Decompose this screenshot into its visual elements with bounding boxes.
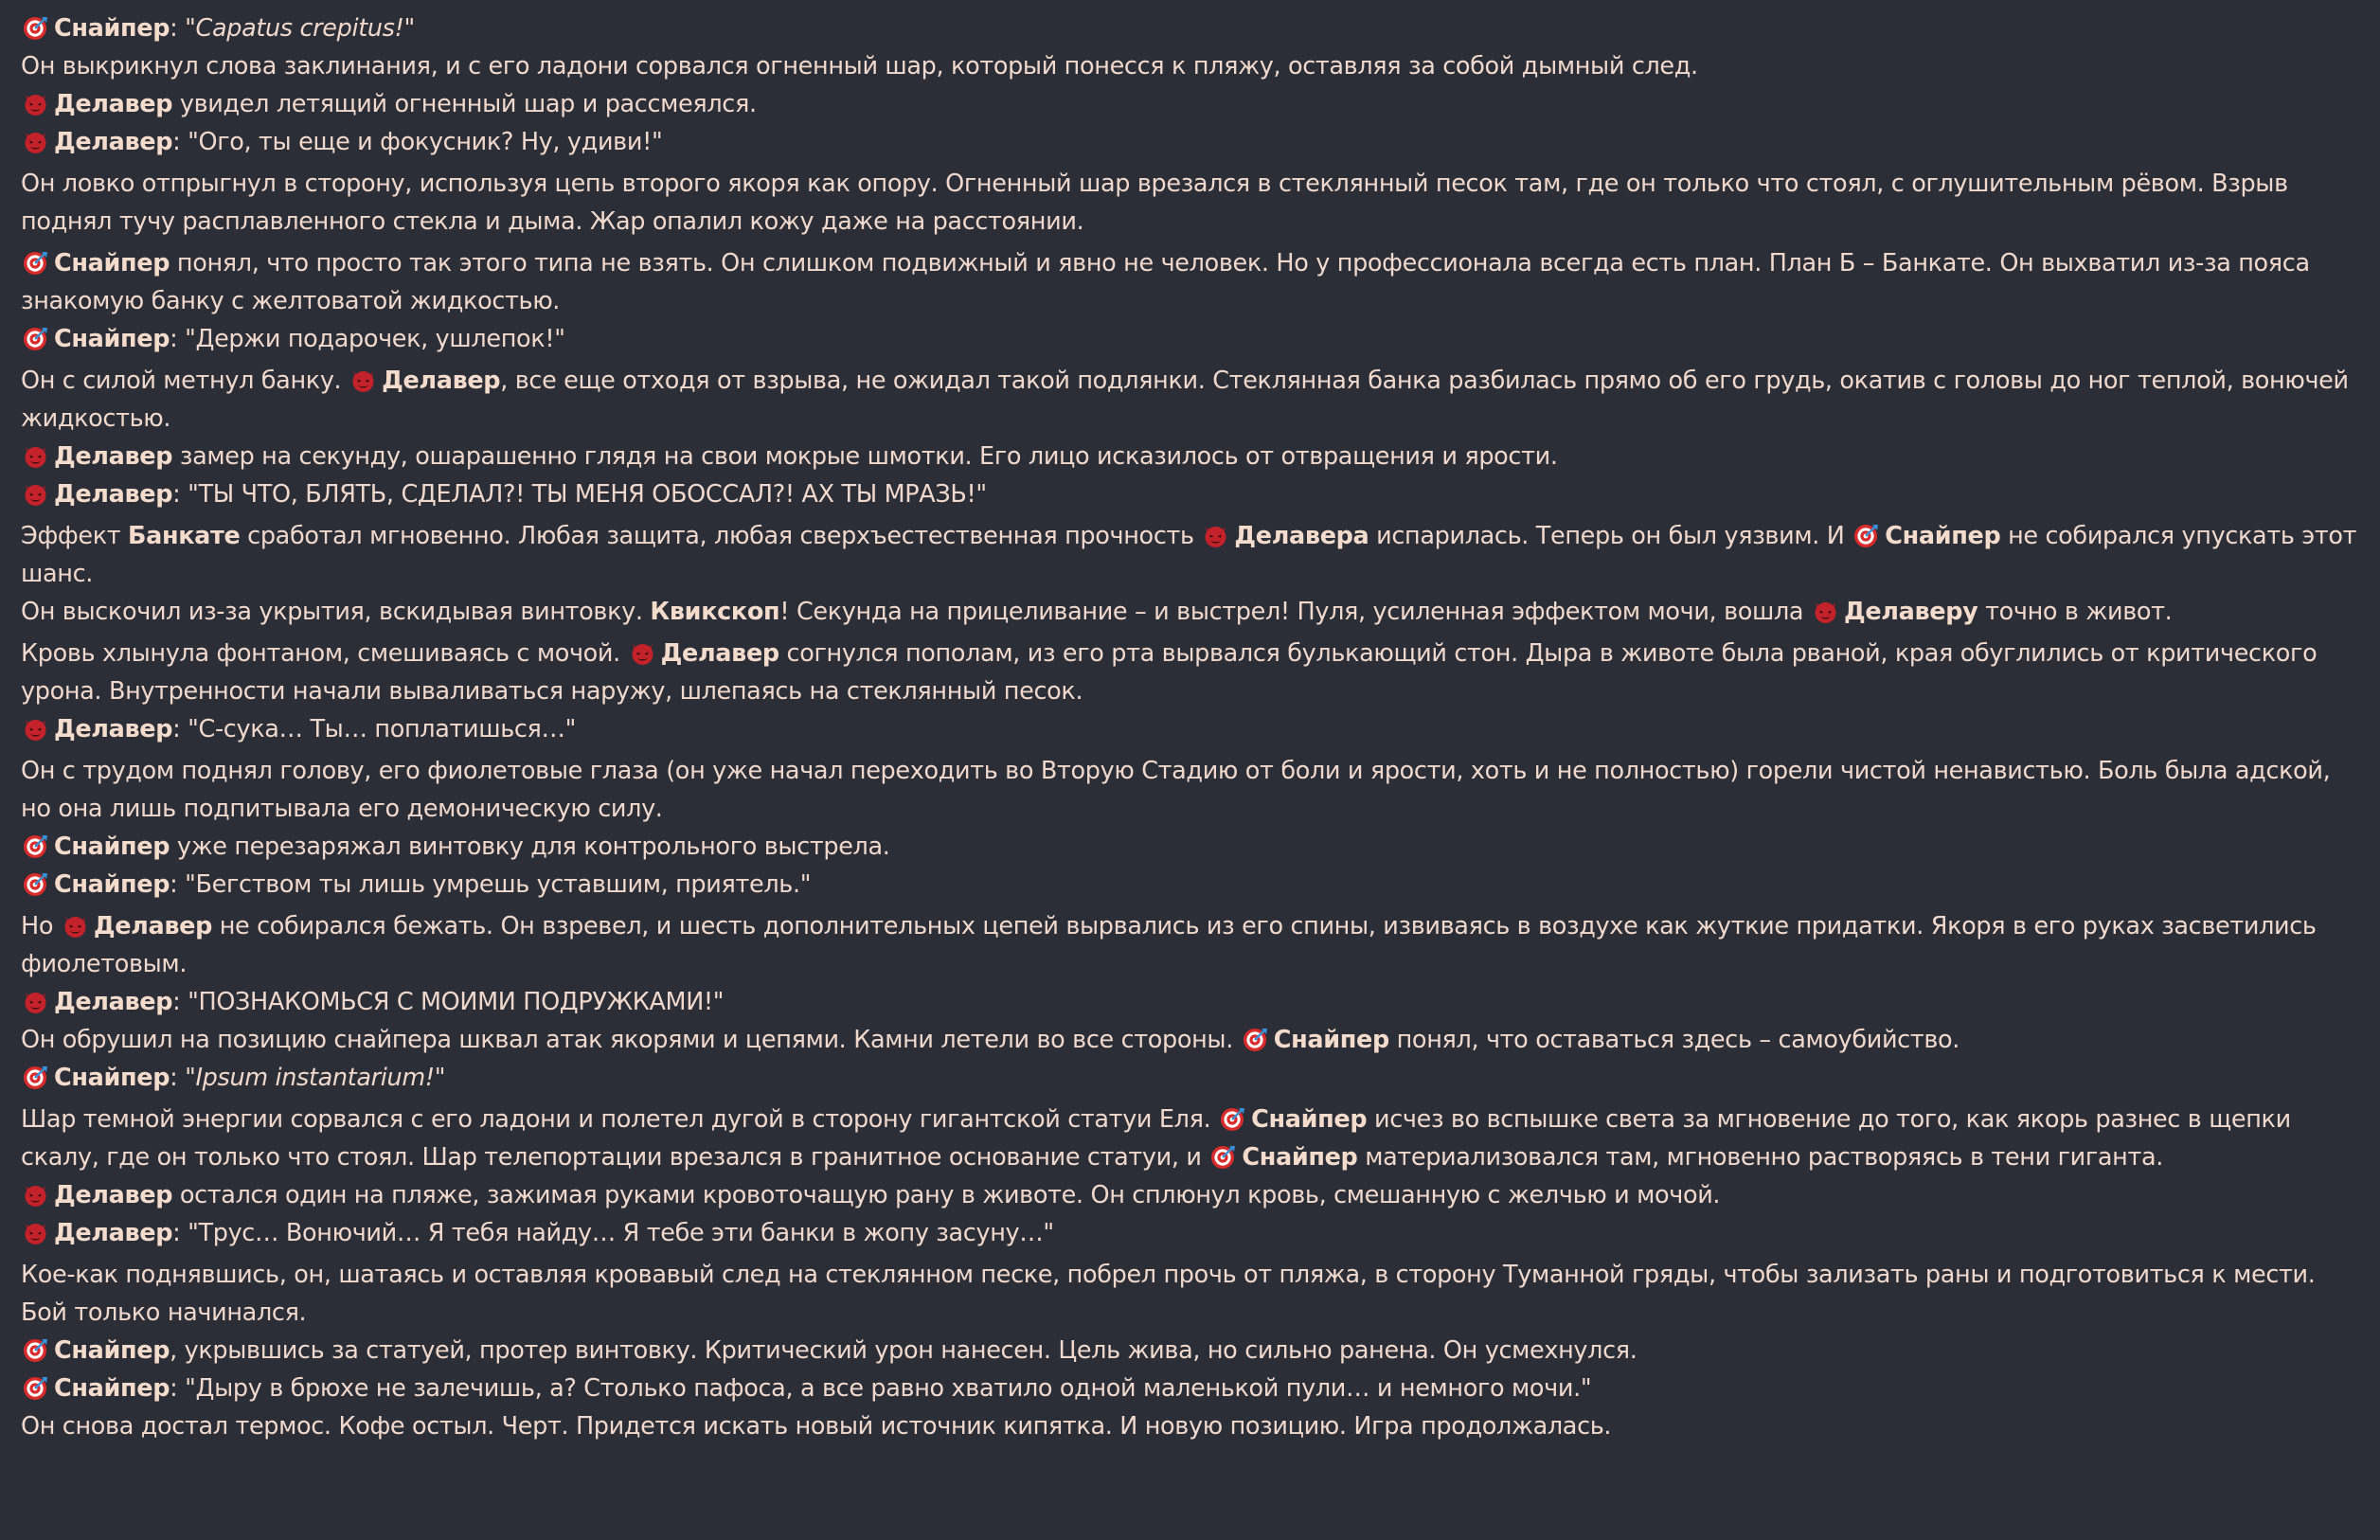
message-text: : "Трус… Вонючий… Я тебя найду… Я тебе эти банки в жопу засуну…" bbox=[172, 1219, 1054, 1247]
message-text: : "Бегством ты лишь умрешь уставшим, приятель." bbox=[170, 870, 812, 899]
list-item bbox=[21, 1059, 2360, 1097]
list-item bbox=[21, 1332, 2360, 1370]
red-devil-face-icon bbox=[23, 443, 48, 469]
direct-hit-target-icon bbox=[1853, 523, 1879, 548]
red-devil-face-icon bbox=[1813, 599, 1838, 624]
red-devil-face-icon bbox=[23, 481, 48, 507]
speaker-name: Делавер bbox=[54, 715, 173, 743]
message-text: Он обрушил на позицию снайпера шквал атак якорями и цепями. Камни летели во все стороны. bbox=[21, 1026, 1241, 1054]
message-text: : bbox=[170, 14, 186, 43]
speaker-name: Снайпер bbox=[1273, 1026, 1389, 1054]
list-item bbox=[21, 517, 2360, 593]
list-item bbox=[21, 9, 2360, 47]
message-text: согнулся пополам, из его рта вырвался булькающий стон. Дыра в животе была рваной, края обуглились от критического урона. Внутренности начали вываливаться наружу, шлепаясь на стеклянный песок. bbox=[21, 639, 2317, 706]
list-item bbox=[21, 123, 2360, 161]
message-text: Эффект bbox=[21, 522, 129, 550]
speaker-name: Делавер bbox=[54, 442, 173, 471]
message-text: , укрывшись за статуей, протер винтовку. Критический урон нанесен. Цель жива, но сильно ранена. Он усмехнулся. bbox=[170, 1336, 1637, 1365]
red-devil-face-icon bbox=[1203, 523, 1228, 548]
message-text: : "С-сука… Ты… поплатишься…" bbox=[172, 715, 577, 743]
list-item bbox=[21, 710, 2360, 748]
message-text: Он с силой метнул банку. bbox=[21, 367, 349, 395]
direct-hit-target-icon bbox=[23, 326, 48, 351]
bankate-name: Банкате bbox=[128, 522, 241, 550]
message-text: замер на секунду, ошарашенно глядя на свои мокрые шмотки. Его лицо исказилось от отвращения и ярости. bbox=[172, 442, 1558, 471]
message-text: : "ПОЗНАКОМЬСЯ С МОИМИ ПОДРУЖКАМИ!" bbox=[172, 988, 725, 1016]
direct-hit-target-icon bbox=[23, 1337, 48, 1363]
message-text: Он выкрикнул слова заклинания, и с его ладони сорвался огненный шар, который понесся к пляжу, оставляя за собой дымный след. bbox=[21, 52, 1698, 81]
list-item bbox=[21, 866, 2360, 904]
message-text: испарилась. Теперь он был уязвим. И bbox=[1369, 522, 1852, 550]
message-text: понял, что оставаться здесь – самоубийство. bbox=[1388, 1026, 1960, 1054]
red-devil-face-icon bbox=[630, 640, 655, 666]
direct-hit-target-icon bbox=[23, 1375, 48, 1401]
message-text: уже перезаряжал винтовку для контрольного выстрела. bbox=[170, 833, 890, 861]
speaker-name: Делавер bbox=[54, 1181, 173, 1209]
red-devil-face-icon bbox=[350, 367, 376, 393]
message-text: понял, что просто так этого типа не взять. Он слишком подвижный и явно не человек. Но у профессионала всегда есть план. План Б – Банкате. Он выхватил из-за пояса знакомую банку с желтоватой жидкостью. bbox=[21, 249, 2310, 315]
message-text: Он с трудом поднял голову, его фиолетовые глаза (он уже начал переходить во Вторую Стадию от боли и ярости, хоть и не полностью) горели чистой ненавистью. Боль была адской, но она лишь подпитывала его демоническую силу. bbox=[21, 757, 2331, 823]
list-item bbox=[21, 438, 2360, 475]
message-text: Он снова достал термос. Кофе остыл. Черт. Придется искать новый источник кипятка. И новую позицию. Игра продолжалась. bbox=[21, 1412, 1612, 1441]
list-item bbox=[21, 320, 2360, 358]
direct-hit-target-icon bbox=[23, 871, 48, 897]
message-text: Шар темной энергии сорвался с его ладони и полетел дугой в сторону гигантской статуи Еля. bbox=[21, 1105, 1219, 1134]
red-devil-face-icon bbox=[23, 989, 48, 1014]
speaker-name: Снайпер bbox=[54, 249, 170, 278]
message-text: исчез во вспышке света за мгновение до того, как якорь разнес в щепки скалу, где он только что стоял. Шар телепортации врезался в гранитное основание статуи, и bbox=[21, 1105, 2291, 1172]
speaker-name: Снайпер bbox=[1242, 1143, 1358, 1172]
list-item bbox=[21, 362, 2360, 438]
speaker-name: Делавер bbox=[54, 90, 173, 118]
message-text: : bbox=[170, 1064, 186, 1092]
list-item bbox=[21, 983, 2360, 1021]
spell-text: "Capatus crepitus!" bbox=[185, 14, 415, 43]
direct-hit-target-icon bbox=[23, 15, 48, 41]
message-text: : "Ого, ты еще и фокусник? Ну, удиви!" bbox=[172, 128, 663, 156]
list-item bbox=[21, 165, 2360, 241]
speaker-name: Делавер bbox=[54, 480, 173, 509]
message-text: , все еще отходя от взрыва, не ожидал такой подлянки. Стеклянная банка разбилась прямо об его грудь, окатив с головы до ног теплой, вонючей жидкостью. bbox=[21, 367, 2349, 433]
speaker-name: Снайпер bbox=[54, 325, 170, 353]
speaker-name: Снайпер bbox=[54, 833, 170, 861]
list-item bbox=[21, 907, 2360, 983]
chat-log bbox=[21, 9, 2360, 1445]
message-text: Он выскочил из-за укрытия, вскидывая винтовку. bbox=[21, 598, 651, 626]
message-text: точно в живот. bbox=[1977, 598, 2173, 626]
speaker-name: Делавер bbox=[54, 1219, 173, 1247]
message-text: увидел летящий огненный шар и рассмеялся. bbox=[172, 90, 757, 118]
speaker-name: Делавер bbox=[54, 988, 173, 1016]
red-devil-face-icon bbox=[23, 91, 48, 116]
speaker-name: Делавер bbox=[660, 639, 779, 668]
red-devil-face-icon bbox=[23, 129, 48, 154]
message-text: Но bbox=[21, 912, 61, 940]
speaker-name: Снайпер bbox=[54, 14, 170, 43]
red-devil-face-icon bbox=[63, 913, 88, 939]
list-item bbox=[21, 1101, 2360, 1176]
direct-hit-target-icon bbox=[23, 250, 48, 276]
message-text: материализовался там, мгновенно растворяясь в тени гиганта. bbox=[1357, 1143, 2164, 1172]
direct-hit-target-icon bbox=[1220, 1106, 1245, 1132]
red-devil-face-icon bbox=[23, 716, 48, 742]
list-item bbox=[21, 85, 2360, 123]
message-text: сработал мгновенно. Любая защита, любая сверхъестественная прочность bbox=[240, 522, 1202, 550]
list-item bbox=[21, 1370, 2360, 1407]
list-item bbox=[21, 1214, 2360, 1252]
speaker-name: Снайпер bbox=[54, 1064, 170, 1092]
quickscope-term: Квикскоп bbox=[650, 598, 780, 626]
message-text: : "Держи подарочек, ушлепок!" bbox=[170, 325, 565, 353]
red-devil-face-icon bbox=[23, 1182, 48, 1208]
speaker-name: Делавер bbox=[382, 367, 501, 395]
list-item bbox=[21, 1021, 2360, 1059]
message-text: ! Секунда на прицеливание – и выстрел! Пуля, усиленная эффектом мочи, вошла bbox=[779, 598, 1811, 626]
message-text: : "ТЫ ЧТО, БЛЯТЬ, СДЕЛАЛ?! ТЫ МЕНЯ ОБОССАЛ?! АХ ТЫ МРАЗЬ!" bbox=[172, 480, 987, 509]
direct-hit-target-icon bbox=[1243, 1027, 1268, 1052]
speaker-name: Снайпер bbox=[54, 1336, 170, 1365]
list-item bbox=[21, 635, 2360, 710]
speaker-name: Делавер bbox=[54, 128, 173, 156]
speaker-name: Делавера bbox=[1234, 522, 1369, 550]
speaker-name: Снайпер bbox=[1885, 522, 2001, 550]
message-text: остался один на пляже, зажимая руками кровоточащую рану в животе. Он сплюнул кровь, смешанную с желчью и мочой. bbox=[172, 1181, 1721, 1209]
direct-hit-target-icon bbox=[23, 833, 48, 859]
list-item bbox=[21, 828, 2360, 866]
speaker-name: Снайпер bbox=[54, 1374, 170, 1403]
message-text: не собирался упускать этот шанс. bbox=[21, 522, 2357, 588]
message-text: : "Дыру в брюхе не залечишь, а? Столько пафоса, а все равно хватило одной маленькой пули… и немного мочи." bbox=[170, 1374, 1592, 1403]
list-item bbox=[21, 1407, 2360, 1445]
list-item bbox=[21, 244, 2360, 320]
speaker-name: Делавер bbox=[93, 912, 212, 940]
list-item bbox=[21, 593, 2360, 631]
list-item bbox=[21, 1256, 2360, 1332]
list-item bbox=[21, 752, 2360, 828]
spell-text: "Ipsum instantarium!" bbox=[185, 1064, 446, 1092]
list-item bbox=[21, 1176, 2360, 1214]
message-text: Он ловко отпрыгнул в сторону, используя цепь второго якоря как опору. Огненный шар врезался в стеклянный песок там, где он только что стоял, с оглушительным рёвом. Взрыв поднял тучу расплавленного стекла и дыма. Жар опалил кожу даже на расстоянии. bbox=[21, 170, 2288, 236]
message-text: не собирался бежать. Он взревел, и шесть дополнительных цепей вырвались из его спины, извиваясь в воздухе как жуткие придатки. Якоря в его руках засветились фиолетовым. bbox=[21, 912, 2317, 978]
speaker-name: Снайпер bbox=[1251, 1105, 1368, 1134]
message-text: Кое-как поднявшись, он, шатаясь и оставляя кровавый след на стеклянном песке, побрел прочь от пляжа, в сторону Туманной гряды, чтобы зализать раны и подготовиться к мести. Бой только начинался. bbox=[21, 1261, 2316, 1327]
speaker-name: Снайпер bbox=[54, 870, 170, 899]
list-item bbox=[21, 47, 2360, 85]
list-item bbox=[21, 475, 2360, 513]
direct-hit-target-icon bbox=[23, 1065, 48, 1090]
message-text: Кровь хлынула фонтаном, смешиваясь с мочой. bbox=[21, 639, 628, 668]
red-devil-face-icon bbox=[23, 1220, 48, 1245]
direct-hit-target-icon bbox=[1210, 1144, 1236, 1170]
speaker-name: Делаверу bbox=[1843, 598, 1978, 626]
